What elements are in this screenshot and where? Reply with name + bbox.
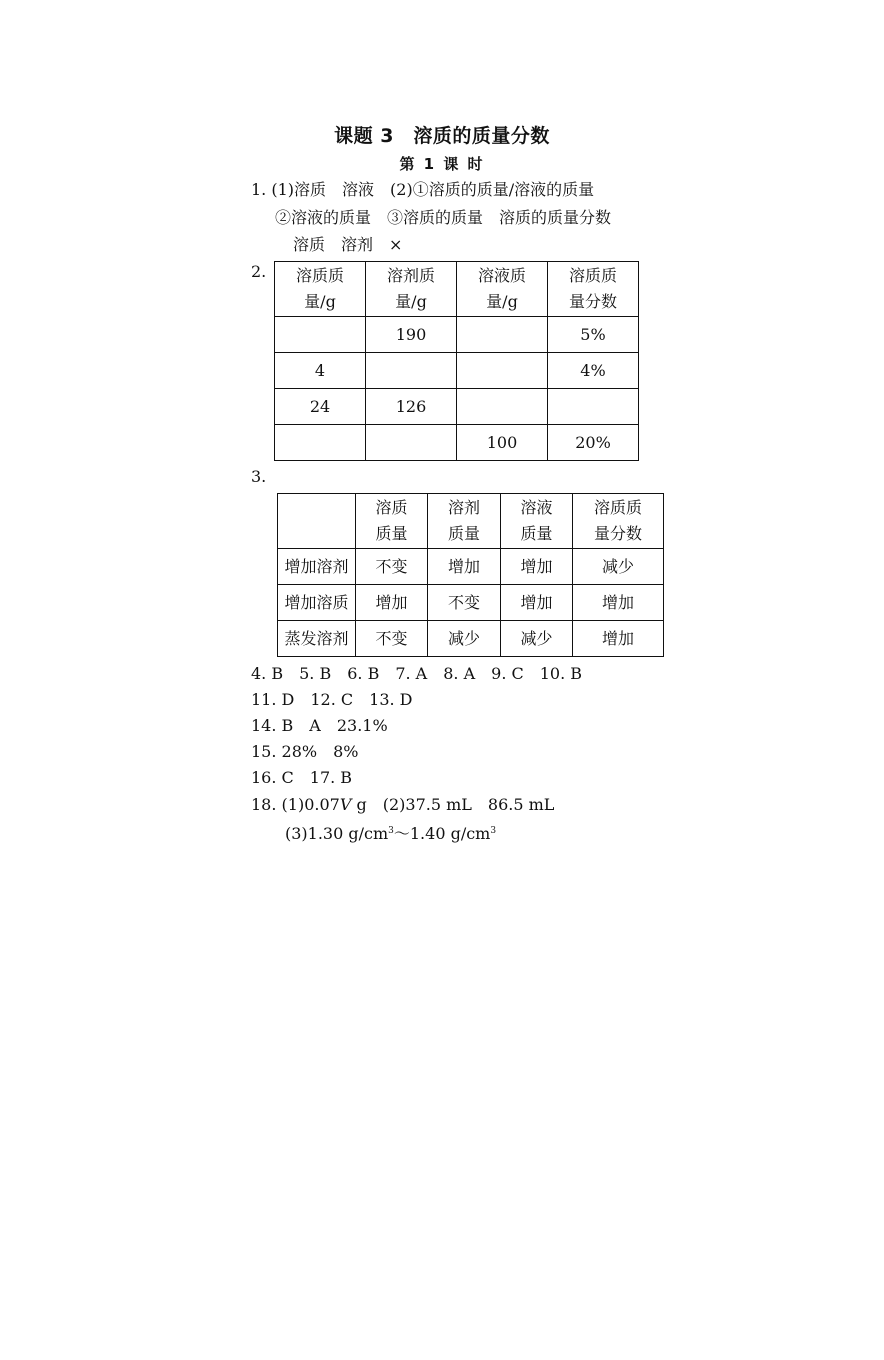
- table-header-row: [275, 262, 639, 317]
- table-cell: 蒸发溶剂: [278, 621, 356, 657]
- q18-variable: V: [339, 795, 352, 814]
- table-row: [275, 353, 639, 389]
- q1-line-3: 溶质 溶剂 ×: [293, 235, 403, 254]
- table-cell: 不变: [356, 621, 428, 657]
- answers-4-10: 4. B 5. B 6. B 7. A 8. A 9. C 10. B: [251, 664, 583, 683]
- table-cell: 不变: [356, 549, 428, 585]
- table-cell: [457, 353, 548, 389]
- table-row: [278, 621, 664, 657]
- table-header-cell: [278, 494, 356, 549]
- q18-line-2: [285, 821, 496, 844]
- table-cell: 增加: [428, 549, 501, 585]
- section-subtitle: 第 1 课 时: [399, 155, 485, 173]
- table-cell: 减少: [573, 549, 664, 585]
- table-cell: 增加: [573, 585, 664, 621]
- table-header-cell: 溶质 质量: [356, 494, 428, 549]
- answer-14: 14. B A 23.1%: [251, 716, 388, 735]
- table-cell: 不变: [428, 585, 501, 621]
- q1-number: 1.: [251, 180, 267, 199]
- table-cell: [366, 353, 457, 389]
- answer-15: 15. 28% 8%: [251, 742, 359, 761]
- table-row: [278, 585, 664, 621]
- table-header-cell: 溶剂 质量: [428, 494, 501, 549]
- superscript: 3: [490, 826, 497, 836]
- q18-part-3: (3)1.30 g/cm: [285, 824, 389, 843]
- q1-text-1: (1)溶质 溶液 (2)①溶质的质量/溶液的质量: [271, 180, 595, 199]
- table-row: [275, 389, 639, 425]
- table-cell: [275, 317, 366, 353]
- table-cell: [366, 425, 457, 461]
- q3-number: 3.: [251, 467, 267, 486]
- table-header-cell: 溶液 质量: [501, 494, 573, 549]
- q2-number: 2.: [251, 262, 267, 281]
- table-cell: [457, 317, 548, 353]
- table-header-cell: 溶剂质 量/g: [366, 262, 457, 317]
- answers-11-13: 11. D 12. C 13. D: [251, 690, 413, 709]
- table-cell: 4: [275, 353, 366, 389]
- table-row: [275, 425, 639, 461]
- q18-part-4: ～1.40 g/cm: [393, 824, 491, 843]
- table-header-cell: 溶质质 量分数: [548, 262, 639, 317]
- q3-table: [277, 493, 664, 657]
- page-title: 课题 3 溶质的质量分数: [334, 125, 550, 147]
- table-cell: 增加: [573, 621, 664, 657]
- table-cell: 增加: [356, 585, 428, 621]
- q1-line-2: ②溶液的质量 ③溶质的质量 溶质的质量分数: [275, 208, 612, 227]
- q2-table: [274, 261, 639, 461]
- table-header-cell: 溶质质 量/g: [275, 262, 366, 317]
- table-row: [275, 317, 639, 353]
- table-cell: 减少: [428, 621, 501, 657]
- table-cell: [548, 389, 639, 425]
- q18-line-1: [251, 795, 554, 815]
- q18-part-2: g (2)37.5 mL 86.5 mL: [351, 795, 555, 814]
- table-cell: 减少: [501, 621, 573, 657]
- table-cell: 增加溶剂: [278, 549, 356, 585]
- answers-16-17: 16. C 17. B: [251, 768, 353, 787]
- table-cell: 5%: [548, 317, 639, 353]
- table-cell: 4%: [548, 353, 639, 389]
- table-header-cell: 溶液质 量/g: [457, 262, 548, 317]
- q1-line-1: [251, 180, 594, 200]
- table-cell: 增加溶质: [278, 585, 356, 621]
- q18-part-1: 18. (1)0.07: [251, 795, 340, 814]
- table-cell: 100: [457, 425, 548, 461]
- table-cell: [275, 425, 366, 461]
- table-cell: 20%: [548, 425, 639, 461]
- table-cell: 增加: [501, 549, 573, 585]
- table-cell: 24: [275, 389, 366, 425]
- table-row: [278, 549, 664, 585]
- table-cell: [457, 389, 548, 425]
- superscript: 3: [388, 826, 394, 836]
- table-header-cell: 溶质质 量分数: [573, 494, 664, 549]
- table-cell: 190: [366, 317, 457, 353]
- table-cell: 增加: [501, 585, 573, 621]
- table-header-row: [278, 494, 664, 549]
- table-cell: 126: [366, 389, 457, 425]
